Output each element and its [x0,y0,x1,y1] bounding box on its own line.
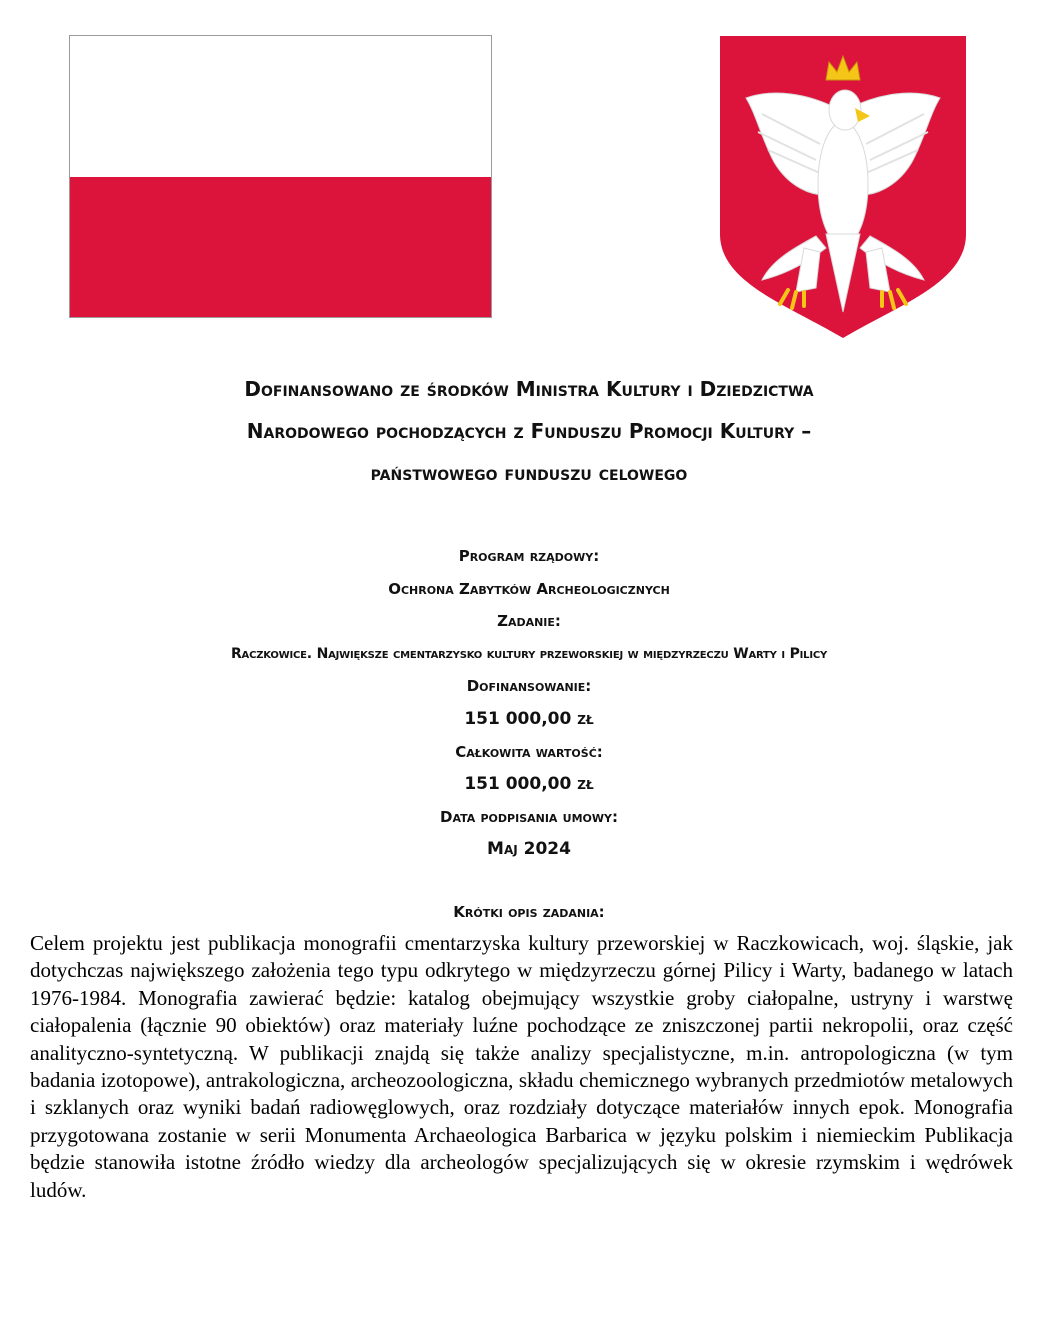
flag-red-stripe [70,177,491,318]
polish-flag [69,35,492,318]
total-value: 151 000,00 zł [464,774,594,795]
task-value: Raczkowice. Największe cmentarzysko kultury przeworskiej w międzyrzeczu Warty i Pilicy [230,645,828,662]
polish-coat-of-arms-icon [716,36,970,338]
description-text: Celem projektu jest publikacja monografii cmentarzyska kultury przeworskiej w Raczkowicach, woj. śląskie, jak dotychczas największego założenia tego typu odkrytego w międzyrzeczu górnej Pilicy i Warty, badanego w latach 1976-1984. Monografia zawierać będzie: katalog obejmujący wszystkie groby ciałopalne, ustryny i warstwę ciałopalenia (łącznie 90 obiektów) oraz materiały luźne pochodzące ze zniszczonej partii nekropolii, oraz część analityczno-syntetyczną. W publikacji znajdą się także analizy specjalistyczne, m.in. antropologiczna (w tym badania izotopowe), antrakologiczna, archeozoologiczna, składu chemicznego wybranych przedmiotów metalowych i szklanych oraz wyniki badań radiowęglowych, oraz rozdziały dotyczące materiałów innych epok. Monografia przygotowana zostanie w serii Monumenta Archaeologica Barbarica w języku polskim i niemieckim Publikacja będzie stanowiła istotne źródło wiedzy dla archeologów specjalizujących się w okresie rzymskim i wędrówek ludów. [30,931,1013,1202]
total-label: Całkowita wartość: [455,742,603,761]
program-label: Program rządowy: [458,547,600,565]
date-value: Maj 2024 [487,839,571,860]
task-label: Zadanie: [497,612,561,631]
heading-line-2: Narodowego pochodzących z Funduszu Promocji Kultury – [246,419,812,443]
date-label: Data podpisania umowy: [440,807,618,826]
description-label: Krótki opis zadania: [453,903,605,921]
program-value: Ochrona Zabytków Archeologicznych [388,579,670,598]
heading-line-3: państwowego funduszu celowego [370,461,688,485]
funding-heading [40,368,1018,494]
flag-white-stripe [70,36,491,177]
program-info [20,540,1038,866]
heading-line-1: Dofinansowano ze środków Ministra Kultury i Dziedzictwa [244,377,814,401]
funding-value: 151 000,00 zł [464,708,594,729]
funding-label: Dofinansowanie: [466,677,592,696]
